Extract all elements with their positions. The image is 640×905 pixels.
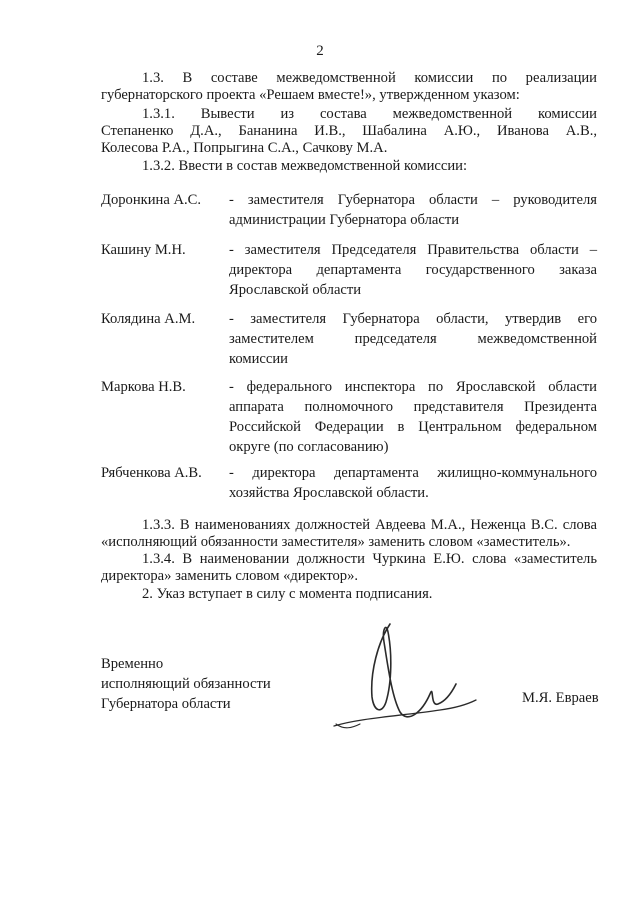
role-line: заместителем председателя межведомственной xyxy=(229,331,597,347)
signatory-title-line: исполняющий обязанности xyxy=(101,676,271,692)
role-line: - заместителя Губернатора области – руководителя xyxy=(229,192,597,208)
role-line: хозяйства Ярославской области. xyxy=(229,485,429,501)
role-line: - заместителя Председателя Правительства области – xyxy=(229,242,597,258)
item-1-3-3 xyxy=(101,517,597,551)
role-line: аппарата полномочного представителя Президента xyxy=(229,399,597,415)
text-line: «исполняющий обязанности заместителя» заменить словом «заместитель». xyxy=(101,534,571,550)
role-line: комиссии xyxy=(229,351,288,367)
role-line: Ярославской области xyxy=(229,282,362,298)
member-name: Кашину М.Н. xyxy=(101,242,186,258)
role-line: - федерального инспектора по Ярославской области xyxy=(229,379,597,395)
text-line: Колесова Р.А., Попрыгина С.А., Сачкову М.А. xyxy=(101,140,388,156)
handwritten-signature xyxy=(330,612,480,747)
member-name: Маркова Н.В. xyxy=(101,379,186,395)
role-line: - директора департамента жилищно-коммунального xyxy=(229,465,597,481)
member-name: Колядина А.М. xyxy=(101,311,196,327)
item-2 xyxy=(101,586,597,603)
text-line: 1.3.3. В наименованиях должностей Авдеева М.А., Неженца В.С. слова xyxy=(142,517,597,533)
role-line: директора департамента государственного заказа xyxy=(229,262,597,278)
section-1-3-heading xyxy=(101,70,597,104)
signatory-title-line: Губернатора области xyxy=(101,696,231,712)
member-name: Доронкина А.С. xyxy=(101,192,202,208)
member-role xyxy=(229,377,597,457)
signatory-title-line: Временно xyxy=(101,656,164,672)
member-role xyxy=(229,463,597,503)
text-line: губернаторского проекта «Решаем вместе!», утвержденном указом: xyxy=(101,87,520,103)
item-1-3-1 xyxy=(101,106,597,157)
item-1-3-2 xyxy=(101,158,597,175)
text-line: 1.3.2. Ввести в состав межведомственной комиссии: xyxy=(142,158,468,174)
member-role xyxy=(229,190,597,230)
page-number: 2 xyxy=(316,43,324,59)
text-line: Степаненко Д.А., Бананина И.В., Шабалина А.Ю., Иванова А.В., xyxy=(101,123,597,139)
text-line: директора» заменить словом «директор». xyxy=(101,568,359,584)
text-line: 2. Указ вступает в силу с момента подписания. xyxy=(142,586,433,602)
role-line: Российской Федерации в Центральном федеральном xyxy=(229,419,597,435)
role-line: - заместителя Губернатора области, утвердив его xyxy=(229,311,597,327)
role-line: администрации Губернатора области xyxy=(229,212,460,228)
text-line: 1.3.1. Вывести из состава межведомственной комиссии xyxy=(142,106,597,122)
signatory-title xyxy=(101,654,271,714)
signatory-name: М.Я. Евраев xyxy=(522,690,599,706)
item-1-3-4 xyxy=(101,551,597,585)
member-name: Рябченкова А.В. xyxy=(101,465,202,481)
member-role xyxy=(229,309,597,369)
text-line: 1.3. В составе межведомственной комиссии по реализации xyxy=(142,70,597,86)
member-role xyxy=(229,240,597,300)
text-line: 1.3.4. В наименовании должности Чуркина Е.Ю. слова «заместитель xyxy=(142,551,597,567)
role-line: округе (по согласованию) xyxy=(229,439,389,455)
